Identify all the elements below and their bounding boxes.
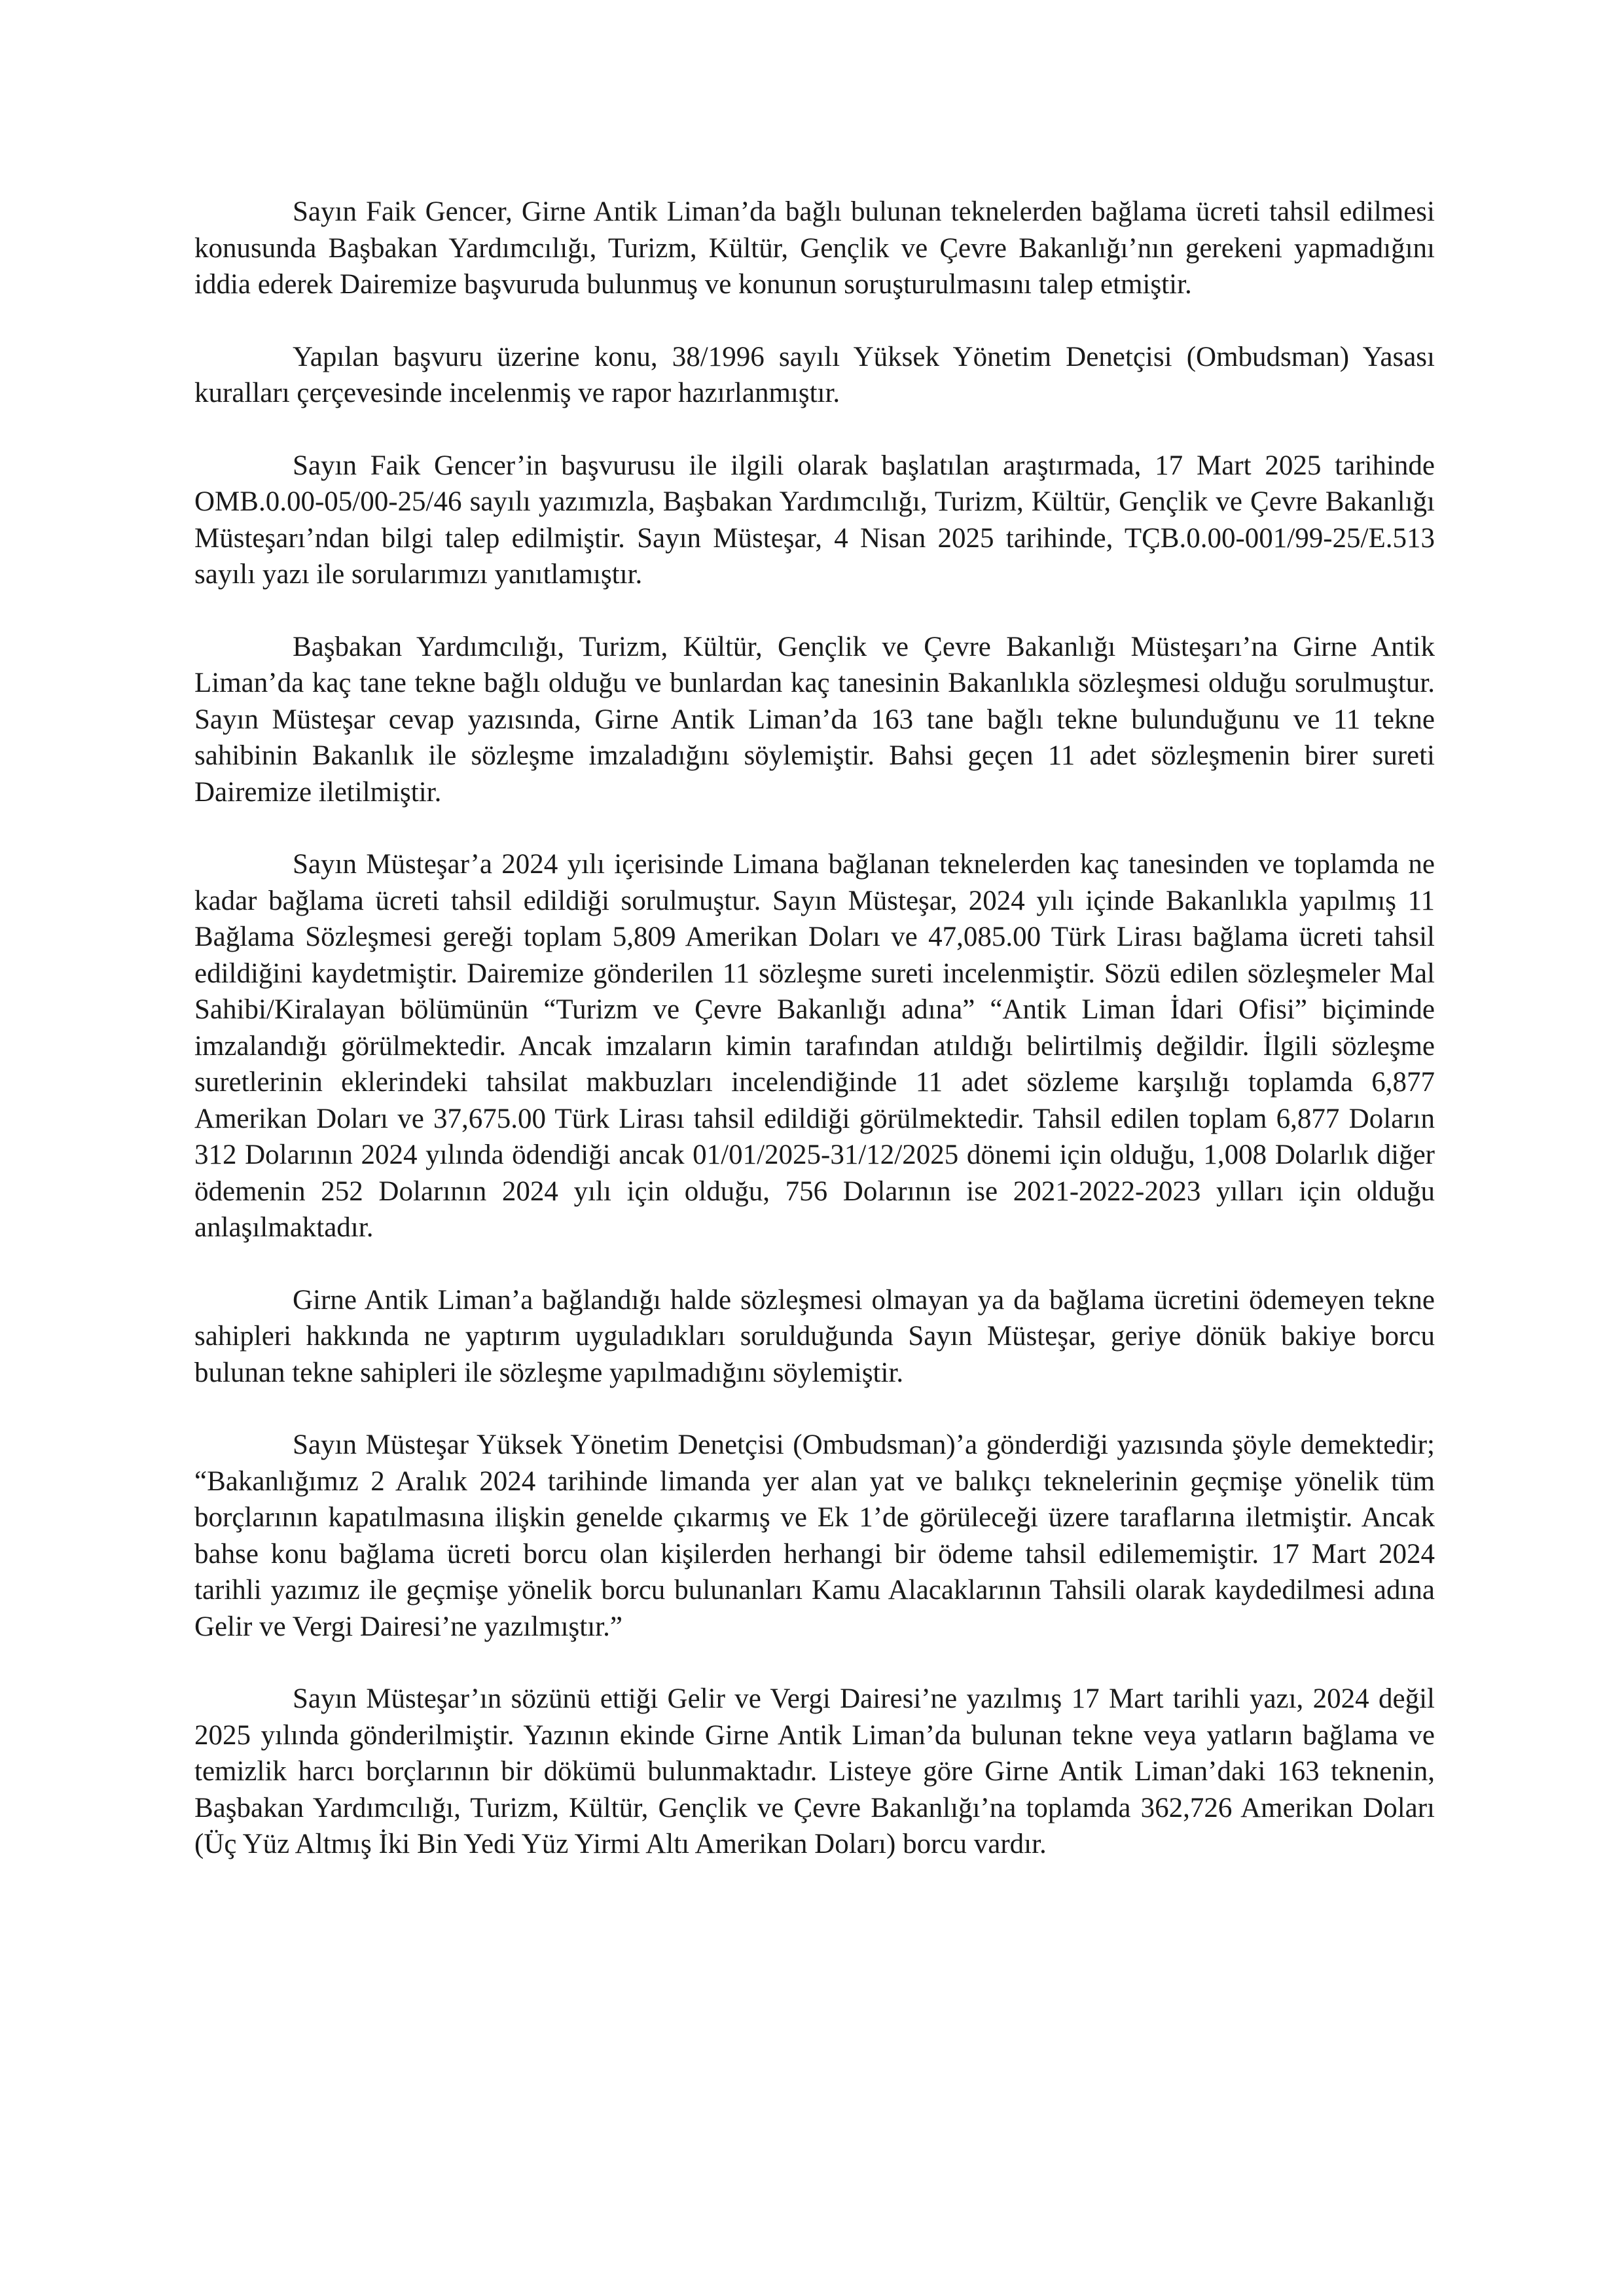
paragraph-fees-collected: Sayın Müsteşar’a 2024 yılı içerisinde Limana bağlanan teknelerden kaç tanesinden ve toplamda ne kadar bağlama ücreti tahsil edildiği sorulmuştur. Sayın Müsteşar, 2024 yılı içinde Bakanlıkla yapılmış 11 Bağlama Sözleşmesi gereği toplam 5,809 Amerikan Doları ve 47,085.00 Türk Lirası bağlama ücreti tahsil edildiğini kaydetmiştir. Dairemize gönderilen 11 sözleşme sureti incelenmiştir. Sözü edilen sözleşmeler Mal Sahibi/Kiralayan bölümünün “Turizm ve Çevre Bakanlığı adına” “Antik Liman İdari Ofisi” biçiminde imzalandığı görülmektedir. Ancak imzaların kimin tarafından atıldığı belirtilmiş değildir. İlgili sözleşme suretlerinin eklerindeki tahsilat makbuzları incelendiğinde 11 adet sözleme karşılığı toplamda 6,877 Amerikan Doları ve 37,675.00 Türk Lirası tahsil edildiği görülmektedir. Tahsil edilen toplam 6,877 Doların 312 Dolarının 2024 yılında ödendiği ancak 01/01/2025-31/12/2025 dönemi için olduğu, 1,008 Dolarlık diğer ödemenin 252 Dolarının 2024 yılı için olduğu, 756 Dolarının ise 2021-2022-2023 yılları için olduğu anlaşılmaktadır. (194, 849, 1435, 1243)
paragraph-sanctions: Girne Antik Liman’a bağlandığı halde sözleşmesi olmayan ya da bağlama ücretini ödemeyen tekne sahipleri hakkında ne yaptırım uyguladıkları sorulduğunda Sayın Müsteşar, geriye dönük bakiye borcu bulunan tekne sahipleri ile sözleşme yapılmadığını söylemiştir. (194, 1284, 1435, 1388)
paragraph-information-request: Sayın Faik Gencer’in başvurusu ile ilgili olarak başlatılan araştırmada, 17 Mart 2025 tarihinde OMB.0.00-05/00-25/46 sayılı yazımızla, Başbakan Yardımcılığı, Turizm, Kültür, Gençlik ve Çevre Bakanlığı Müsteşarı’ndan bilgi talep edilmiştir. Sayın Müsteşar, 4 Nisan 2025 tarihinde, TÇB.0.00-001/99-25/E.513 sayılı yazı ile sorularımızı yanıtlamıştır. (194, 450, 1435, 590)
paragraph-complaint: Sayın Faik Gencer, Girne Antik Liman’da bağlı bulunan teknelerden bağlama ücreti tahsil edilmesi konusunda Başbakan Yardımcılığı, Turizm, Kültür, Gençlik ve Çevre Bakanlığı’nın gerekeni yapmadığını iddia ederek Dairemize başvuruda bulunmuş ve konunun soruşturulmasını talep etmiştir. (194, 196, 1435, 300)
paragraph-boat-count: Başbakan Yardımcılığı, Turizm, Kültür, Gençlik ve Çevre Bakanlığı Müsteşarı’na Girne Antik Liman’da kaç tane tekne bağlı olduğu ve bunlardan kaç tanesinin Bakanlıkla sözleşmesi olduğu sorulmuştur. Sayın Müsteşar cevap yazısında, Girne Antik Liman’da 163 tane bağlı tekne bulunduğunu ve 11 tekne sahibinin Bakanlık ile sözleşme imzaladığını söylemiştir. Bahsi geçen 11 adet sözleşmenin birer sureti Dairemize iletilmiştir. (194, 631, 1435, 808)
paragraph-undersecretary-quote: Sayın Müsteşar Yüksek Yönetim Denetçisi (Ombudsman)’a gönderdiği yazısında şöyle demektedir; “Bakanlığımız 2 Aralık 2024 tarihinde limanda yer alan yat ve balıkçı teknelerinin geçmişe yönelik tüm borçlarının kapatılmasına ilişkin genelde çıkarmış ve Ek 1’de görüleceği üzere taraflarına iletmiştir. Ancak bahse konu bağlama ücreti borcu olan kişilerden herhangi bir ödeme tahsil edilememiştir. 17 Mart 2024 tarihli yazımız ile geçmişe yönelik borcu bulunanları Kamu Alacaklarının Tahsili olarak kaydedilmesi adına Gelir ve Vergi Dairesi’ne yazılmıştır.” (194, 1429, 1435, 1642)
paragraph-debt-total: Sayın Müsteşar’ın sözünü ettiği Gelir ve Vergi Dairesi’ne yazılmış 17 Mart tarihli yazı, 2024 değil 2025 yılında gönderilmiştir. Yazının ekinde Girne Antik Liman’da bulunan tekne veya yatların bağlama ve temizlik harcı borçlarının bir dökümü bulunmaktadır. Listeye göre Girne Antik Liman’daki 163 teknenin, Başbakan Yardımcılığı, Turizm, Kültür, Gençlik ve Çevre Bakanlığı’na toplamda 362,726 Amerikan Doları (Üç Yüz Altmış İki Bin Yedi Yüz Yirmi Altı Amerikan Doları) borcu vardır. (194, 1683, 1435, 1859)
paragraph-review-basis: Yapılan başvuru üzerine konu, 38/1996 sayılı Yüksek Yönetim Denetçisi (Ombudsman) Yasası kuralları çerçevesinde incelenmiş ve rapor hazırlanmıştır. (194, 341, 1435, 408)
document-body (194, 194, 1435, 1863)
